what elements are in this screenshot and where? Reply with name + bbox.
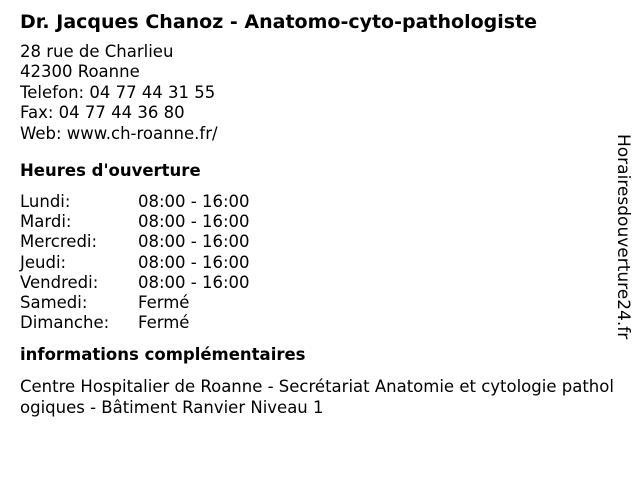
site-watermark: Horairesdouverture24.fr — [613, 134, 633, 340]
page-title: Dr. Jacques Chanoz - Anatomo-cyto-pathologiste — [20, 11, 538, 33]
additional-info-heading: informations complémentaires — [20, 345, 306, 365]
hours-row-saturday — [20, 293, 620, 313]
day-label: Lundi: — [20, 192, 71, 212]
business-info-card — [20, 10, 620, 418]
additional-info-text: Centre Hospitalier de Roanne - Secrétariat Anatomie et cytologie pathologiques - Bâtiment Ranvier Niveau 1 — [20, 377, 614, 418]
day-hours: 08:00 - 16:00 — [138, 212, 250, 232]
hours-row-wednesday — [20, 232, 620, 252]
day-hours: 08:00 - 16:00 — [138, 232, 250, 252]
day-label: Vendredi: — [20, 272, 99, 292]
fax-number: Fax: 04 77 44 36 80 — [20, 103, 185, 123]
day-hours: 08:00 - 16:00 — [138, 192, 250, 212]
hours-row-monday — [20, 192, 620, 212]
day-label: Jeudi: — [20, 252, 67, 272]
opening-hours-heading: Heures d'ouverture — [20, 161, 201, 181]
address-city: 42300 Roanne — [20, 62, 140, 82]
day-hours: 08:00 - 16:00 — [138, 272, 250, 292]
hours-row-friday — [20, 273, 620, 293]
day-label: Dimanche: — [20, 313, 110, 333]
day-hours: Fermé — [138, 313, 190, 333]
day-hours: 08:00 - 16:00 — [138, 252, 250, 272]
day-hours: Fermé — [138, 293, 190, 313]
phone-number: Telefon: 04 77 44 31 55 — [20, 82, 216, 102]
hours-row-thursday — [20, 253, 620, 273]
day-label: Samedi: — [20, 293, 88, 313]
website: Web: www.ch-roanne.fr/ — [20, 123, 218, 143]
address-block — [20, 42, 620, 144]
hours-row-tuesday — [20, 212, 620, 232]
opening-hours-table — [20, 192, 620, 333]
hours-row-sunday — [20, 313, 620, 333]
address-street: 28 rue de Charlieu — [20, 42, 174, 61]
day-label: Mardi: — [20, 212, 72, 232]
day-label: Mercredi: — [20, 232, 98, 252]
